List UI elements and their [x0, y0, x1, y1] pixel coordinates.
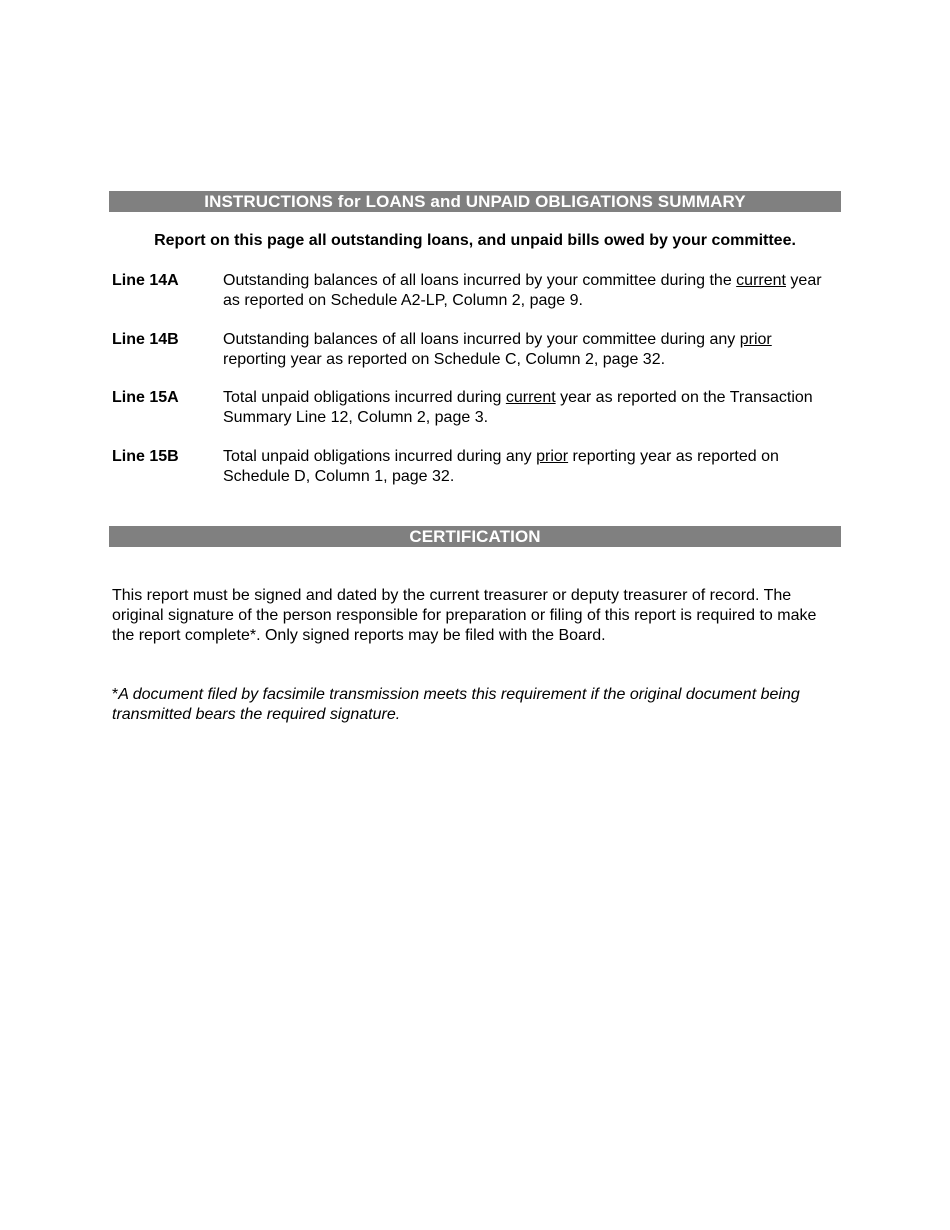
certification-heading-bar	[109, 526, 841, 547]
line-description-emphasis: prior	[739, 331, 772, 348]
certification-body: This report must be signed and dated by the current treasurer or deputy treasurer of record. The original signature of the person responsible for preparation or filing of this report is required to make the report complete*. Only signed reports may be filed with the Board.	[112, 587, 817, 644]
instructions-intro: Report on this page all outstanding loans, and unpaid bills owed by your committee.	[154, 232, 796, 249]
line-description-text: year as reported on the Transaction Summary Line 12, Column 2, page 3.	[223, 389, 813, 426]
line-description-emphasis: current	[505, 389, 556, 406]
line-description-emphasis: current	[736, 272, 786, 289]
line-description-text: reporting year as reported on Schedule C, Column 2, page 32.	[223, 351, 666, 368]
line-label: Line 15B	[112, 448, 179, 465]
line-description	[223, 447, 833, 487]
line-description-text: Total unpaid obligations incurred during any	[223, 448, 537, 465]
line-description-text: reporting year as reported on Schedule D, Column 1, page 32.	[223, 448, 779, 485]
instructions-heading: INSTRUCTIONS for LOANS and UNPAID OBLIGATIONS SUMMARY	[204, 192, 746, 211]
footnote-mark: *	[112, 686, 119, 703]
line-label: Line 14B	[112, 331, 179, 348]
line-label: Line 15A	[112, 389, 179, 406]
line-label: Line 14A	[112, 272, 179, 289]
line-description-text: Outstanding balances of all loans incurred by your committee during any	[223, 331, 740, 348]
line-description-emphasis: prior	[536, 448, 569, 465]
line-description	[223, 388, 833, 428]
certification-heading: CERTIFICATION	[409, 527, 541, 546]
line-description	[223, 271, 833, 311]
line-description-text: Outstanding balances of all loans incurred by your committee during the	[223, 272, 737, 289]
line-description	[223, 330, 833, 370]
line-description-text: Total unpaid obligations incurred during	[223, 389, 506, 406]
footnote-text: A document filed by facsimile transmission meets this requirement if the original document being transmitted bears the required signature.	[112, 686, 800, 723]
certification-footnote	[112, 685, 842, 725]
instructions-heading-bar	[109, 191, 841, 212]
line-description-text: year as reported on Schedule A2-LP, Column 2, page 9.	[223, 272, 822, 309]
